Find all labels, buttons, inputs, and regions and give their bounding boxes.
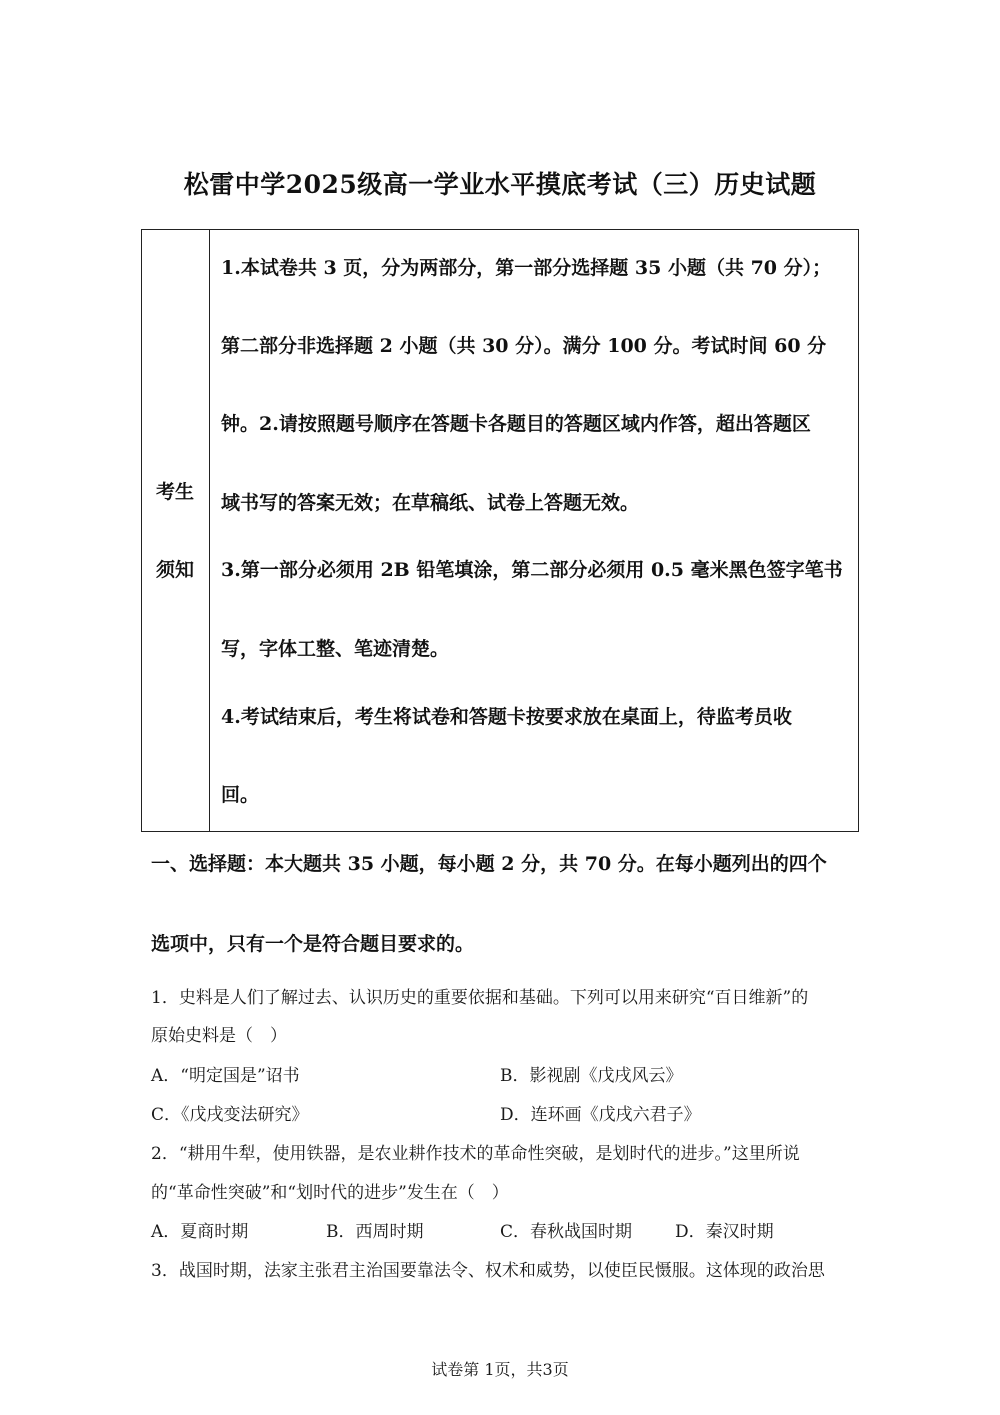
question-1-option-b: B．影视剧《戊戌风云》 bbox=[500, 1066, 683, 1086]
notice-label-cell bbox=[142, 230, 210, 831]
exam-title: 松雷中学2025级高一学业水平摸底考试（三）历史试题 bbox=[183, 170, 817, 199]
notice-line: 写，字体工整、笔迹清楚。 bbox=[221, 638, 450, 660]
notice-line: 4.考试结束后，考生将试卷和答题卡按要求放在桌面上，待监考员收 bbox=[221, 706, 792, 728]
section-heading-cont: 选项中，只有一个是符合题目要求的。 bbox=[151, 933, 475, 955]
section-heading: 一、选择题：本大题共 35 小题，每小题 2 分，共 70 分。在每小题列出的四个 bbox=[151, 853, 827, 875]
question-2-text: 2．“耕用牛犁，使用铁器，是农业耕作技术的革命性突破，是划时代的进步。”这里所说 bbox=[151, 1144, 800, 1164]
question-1-text: 1．史料是人们了解过去、认识历史的重要依据和基础。下列可以用来研究“百日维新”的 bbox=[151, 988, 809, 1008]
notice-line: 域书写的答案无效；在草稿纸、试卷上答题无效。 bbox=[221, 492, 640, 514]
page-footer: 试卷第 1页，共3页 bbox=[431, 1360, 569, 1379]
question-2-option-b: B．西周时期 bbox=[326, 1222, 424, 1242]
notice-content-cell bbox=[210, 230, 858, 831]
notice-label-bottom: 须知 bbox=[155, 559, 194, 581]
notice-label-top: 考生 bbox=[155, 481, 194, 503]
question-1-option-a: A．“明定国是”诏书 bbox=[151, 1066, 300, 1086]
notice-line: 钟。2.请按照题号顺序在答题卡各题目的答题区域内作答，超出答题区 bbox=[221, 413, 811, 435]
question-1-text-cont: 原始史料是（ ） bbox=[151, 1026, 287, 1046]
question-2-option-d: D．秦汉时期 bbox=[675, 1222, 774, 1242]
question-2-option-c: C．春秋战国时期 bbox=[500, 1222, 633, 1242]
question-1-option-d: D．连环画《戊戌六君子》 bbox=[500, 1105, 701, 1125]
exam-notice-table bbox=[141, 229, 859, 832]
question-2-text-cont: 的“革命性突破”和“划时代的进步”发生在（ ） bbox=[151, 1183, 509, 1203]
question-3-text: 3．战国时期，法家主张君主治国要靠法令、权术和威势，以使臣民慑服。这体现的政治思 bbox=[151, 1261, 825, 1281]
notice-line: 回。 bbox=[221, 784, 260, 806]
notice-line: 3.第一部分必须用 2B 铅笔填涂，第二部分必须用 0.5 毫米黑色签字笔书 bbox=[221, 559, 843, 581]
question-2-option-a: A．夏商时期 bbox=[151, 1222, 249, 1242]
question-1-option-c: C．《戊戌变法研究》 bbox=[151, 1105, 309, 1125]
notice-line: 1.本试卷共 3 页，分为两部分，第一部分选择题 35 小题（共 70 分）； bbox=[221, 257, 832, 279]
notice-line: 第二部分非选择题 2 小题（共 30 分）。满分 100 分。考试时间 60 分 bbox=[221, 335, 827, 357]
